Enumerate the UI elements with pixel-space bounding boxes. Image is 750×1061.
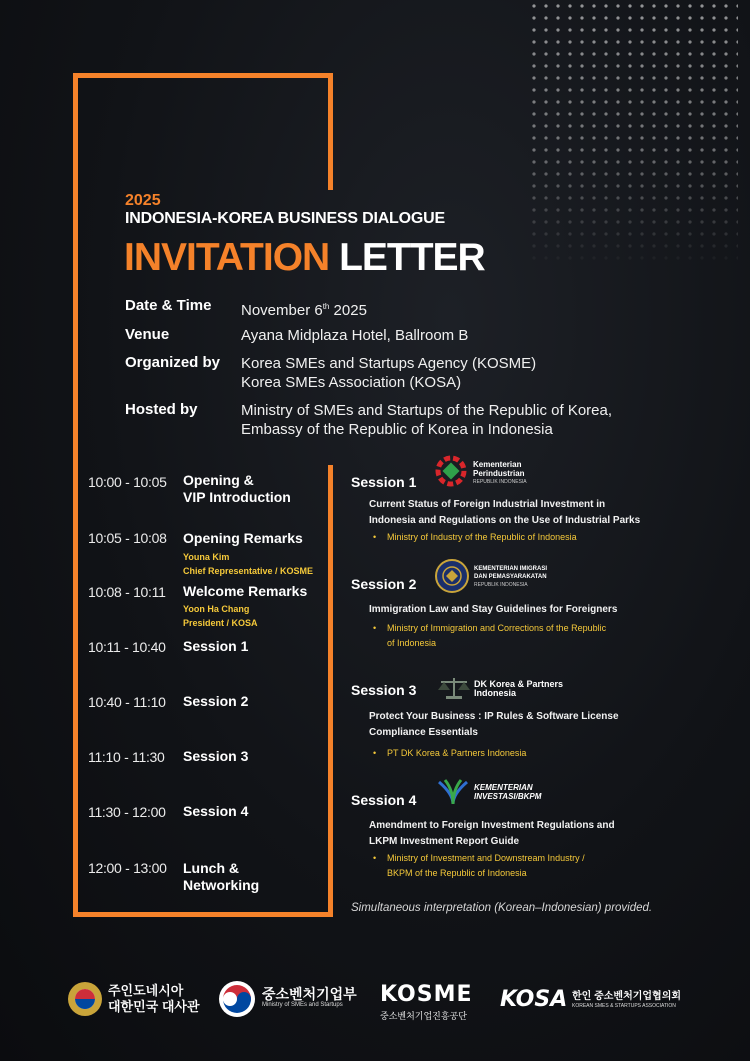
session-description — [369, 818, 649, 850]
event-year: 2025 — [125, 192, 161, 209]
organization-line: Ministry of Investment and Downstream Industry / — [387, 853, 585, 863]
speaker-role: President / KOSA — [183, 618, 258, 628]
page-title — [124, 236, 485, 280]
schedule-time: 10:11 - 10:40 — [88, 639, 166, 655]
frame-border-bottom — [73, 912, 333, 917]
logo-line: Kementerian — [473, 460, 522, 469]
date-value — [241, 297, 367, 321]
speaker-name: Youna Kim — [183, 552, 230, 562]
organization-line: of Indonesia — [387, 638, 437, 648]
description-line: Protect Your Business : IP Rules & Software License — [369, 711, 619, 722]
schedule-title: Welcome Remarks — [183, 583, 308, 599]
dot-pattern — [528, 0, 738, 270]
frame-border-right-upper — [328, 73, 333, 190]
description-line: Indonesia and Regulations on the Use of Industrial Parks — [369, 515, 641, 526]
date-value-year: 2025 — [329, 302, 367, 319]
session-title: Session 2 — [351, 576, 417, 592]
interpretation-note: Simultaneous interpretation (Korean–Indonesian) provided. — [351, 902, 653, 914]
organization-line: Ministry of Immigration and Corrections of the Republic — [387, 623, 607, 633]
schedule-title — [183, 472, 291, 506]
session-logo-text — [474, 783, 541, 801]
logo-line: Perindustrian — [473, 469, 525, 478]
organized-value-2: Korea SMEs Association (KOSA) — [241, 374, 462, 391]
description-line: Amendment to Foreign Investment Regulations and — [369, 820, 615, 831]
logo-line: KEMENTERIAN IMIGRASI — [474, 566, 548, 572]
organized-value-1: Korea SMEs and Startups Agency (KOSME) — [241, 355, 537, 372]
schedule-time: 10:08 - 10:11 — [88, 584, 166, 600]
session-logo-text — [474, 680, 563, 698]
session-description — [369, 602, 649, 618]
logo-line: DK Korea & Partners — [474, 679, 564, 689]
frame-border-right-lower — [328, 465, 333, 917]
bullet: • — [373, 623, 377, 633]
title-highlight: INVITATION — [124, 236, 330, 279]
venue-value: Ayana Midplaza Hotel, Ballroom B — [241, 327, 469, 344]
schedule-title: Session 2 — [183, 693, 249, 709]
organization-line: BKPM of the Republic of Indonesia — [387, 868, 527, 878]
session-title: Session 4 — [351, 792, 417, 808]
date-value-main: November 6 — [241, 302, 323, 319]
session-logo-text — [473, 460, 527, 487]
schedule-time: 10:05 - 10:08 — [88, 530, 167, 546]
event-name: INDONESIA-KOREA BUSINESS DIALOGUE — [125, 210, 445, 227]
schedule-time: 10:40 - 11:10 — [88, 694, 166, 710]
mss-name-english: Ministry of SMEs and Startups — [262, 1002, 343, 1008]
schedule-title-line: VIP Introduction — [183, 489, 291, 505]
venue-label: Venue — [125, 326, 170, 343]
schedule-title: Session 1 — [183, 638, 249, 654]
kosa-logo-text — [572, 991, 681, 1009]
bullet: • — [373, 748, 377, 758]
logo-line: REPUBLIK INDONESIA — [474, 582, 528, 588]
description-line: Current Status of Foreign Industrial Investment in — [369, 499, 606, 510]
frame-border-top — [73, 73, 333, 78]
logo-line: KEMENTERIAN — [474, 783, 533, 792]
description-line: Immigration Law and Stay Guidelines for Foreigners — [369, 604, 618, 615]
hosted-value-2: Embassy of the Republic of Korea in Indonesia — [241, 421, 553, 438]
schedule-time: 11:10 - 11:30 — [88, 749, 165, 765]
logo-line: Indonesia — [474, 688, 517, 698]
organization-line: PT DK Korea & Partners Indonesia — [387, 748, 527, 758]
speaker-name: Yoon Ha Chang — [183, 604, 250, 614]
bullet: • — [373, 853, 377, 863]
session-organization — [373, 851, 653, 881]
schedule-title — [183, 860, 259, 894]
frame-border-left — [73, 73, 78, 917]
speaker-role: Chief Representative / KOSME — [183, 566, 314, 576]
title-rest: LETTER — [339, 236, 485, 279]
session-title: Session 3 — [351, 682, 417, 698]
imigrasi-emblem-icon — [434, 558, 470, 594]
session-organization — [373, 746, 653, 761]
kosa-name-english: KOREAN SMES & STARTUPS ASSOCIATION — [572, 1003, 676, 1009]
schedule-title-line: Networking — [183, 877, 260, 893]
bkpm-logo-icon — [435, 778, 471, 806]
date-label: Date & Time — [125, 297, 212, 314]
session-logo-text — [474, 565, 547, 589]
schedule-time: 12:00 - 13:00 — [88, 860, 167, 876]
schedule-time: 10:00 - 10:05 — [88, 474, 167, 490]
scales-logo-icon — [436, 676, 472, 700]
logo-line: REPUBLIK INDONESIA — [473, 479, 527, 485]
bullet: • — [373, 532, 377, 542]
embassy-name-line: 대한민국 대사관 — [108, 999, 200, 1014]
description-line: Compliance Essentials — [369, 727, 478, 738]
organized-label: Organized by — [125, 354, 221, 371]
schedule-title-line: Lunch & — [183, 860, 239, 876]
kosa-name-korean: 한인 중소벤처기업협의회 — [572, 991, 682, 1002]
kosme-wordmark: KOSME — [380, 982, 473, 1007]
organization-line: Ministry of Industry of the Republic of Indonesia — [387, 532, 577, 542]
session-description — [369, 497, 649, 529]
date-value-suffix: th — [322, 302, 330, 311]
hosted-value-1: Ministry of SMEs and Startups of the Republic of Korea, — [241, 402, 613, 419]
session-organization — [373, 530, 653, 545]
session-description — [369, 709, 649, 741]
logo-line: DAN PEMASYARAKATAN — [474, 574, 547, 580]
logo-line: INVESTASI/BKPM — [474, 792, 542, 801]
kosa-logo — [500, 987, 567, 1012]
kosme-name-korean: 중소벤처기업진흥공단 — [380, 1011, 467, 1021]
schedule-time: 11:30 - 12:00 — [88, 804, 166, 820]
mss-name-korean: 중소벤처기업부 — [262, 986, 357, 1002]
schedule-title: Opening Remarks — [183, 530, 303, 546]
kosme-logo — [380, 982, 473, 1022]
mss-emblem-icon — [218, 980, 256, 1018]
schedule-title: Session 3 — [183, 748, 249, 764]
schedule-title-line: Opening & — [183, 472, 254, 488]
embassy-name-line: 주인도네시아 — [108, 983, 184, 998]
embassy-emblem-icon — [66, 980, 104, 1018]
session-organization — [373, 621, 653, 651]
schedule-title: Session 4 — [183, 803, 249, 819]
perindustrian-logo-icon — [434, 454, 468, 488]
session-title: Session 1 — [351, 474, 417, 490]
mss-logo-text — [262, 986, 357, 1008]
kosa-wordmark: KOSA — [500, 987, 568, 1012]
hosted-label: Hosted by — [125, 401, 198, 418]
embassy-logo-text — [108, 983, 200, 1015]
description-line: LKPM Investment Report Guide — [369, 836, 520, 847]
